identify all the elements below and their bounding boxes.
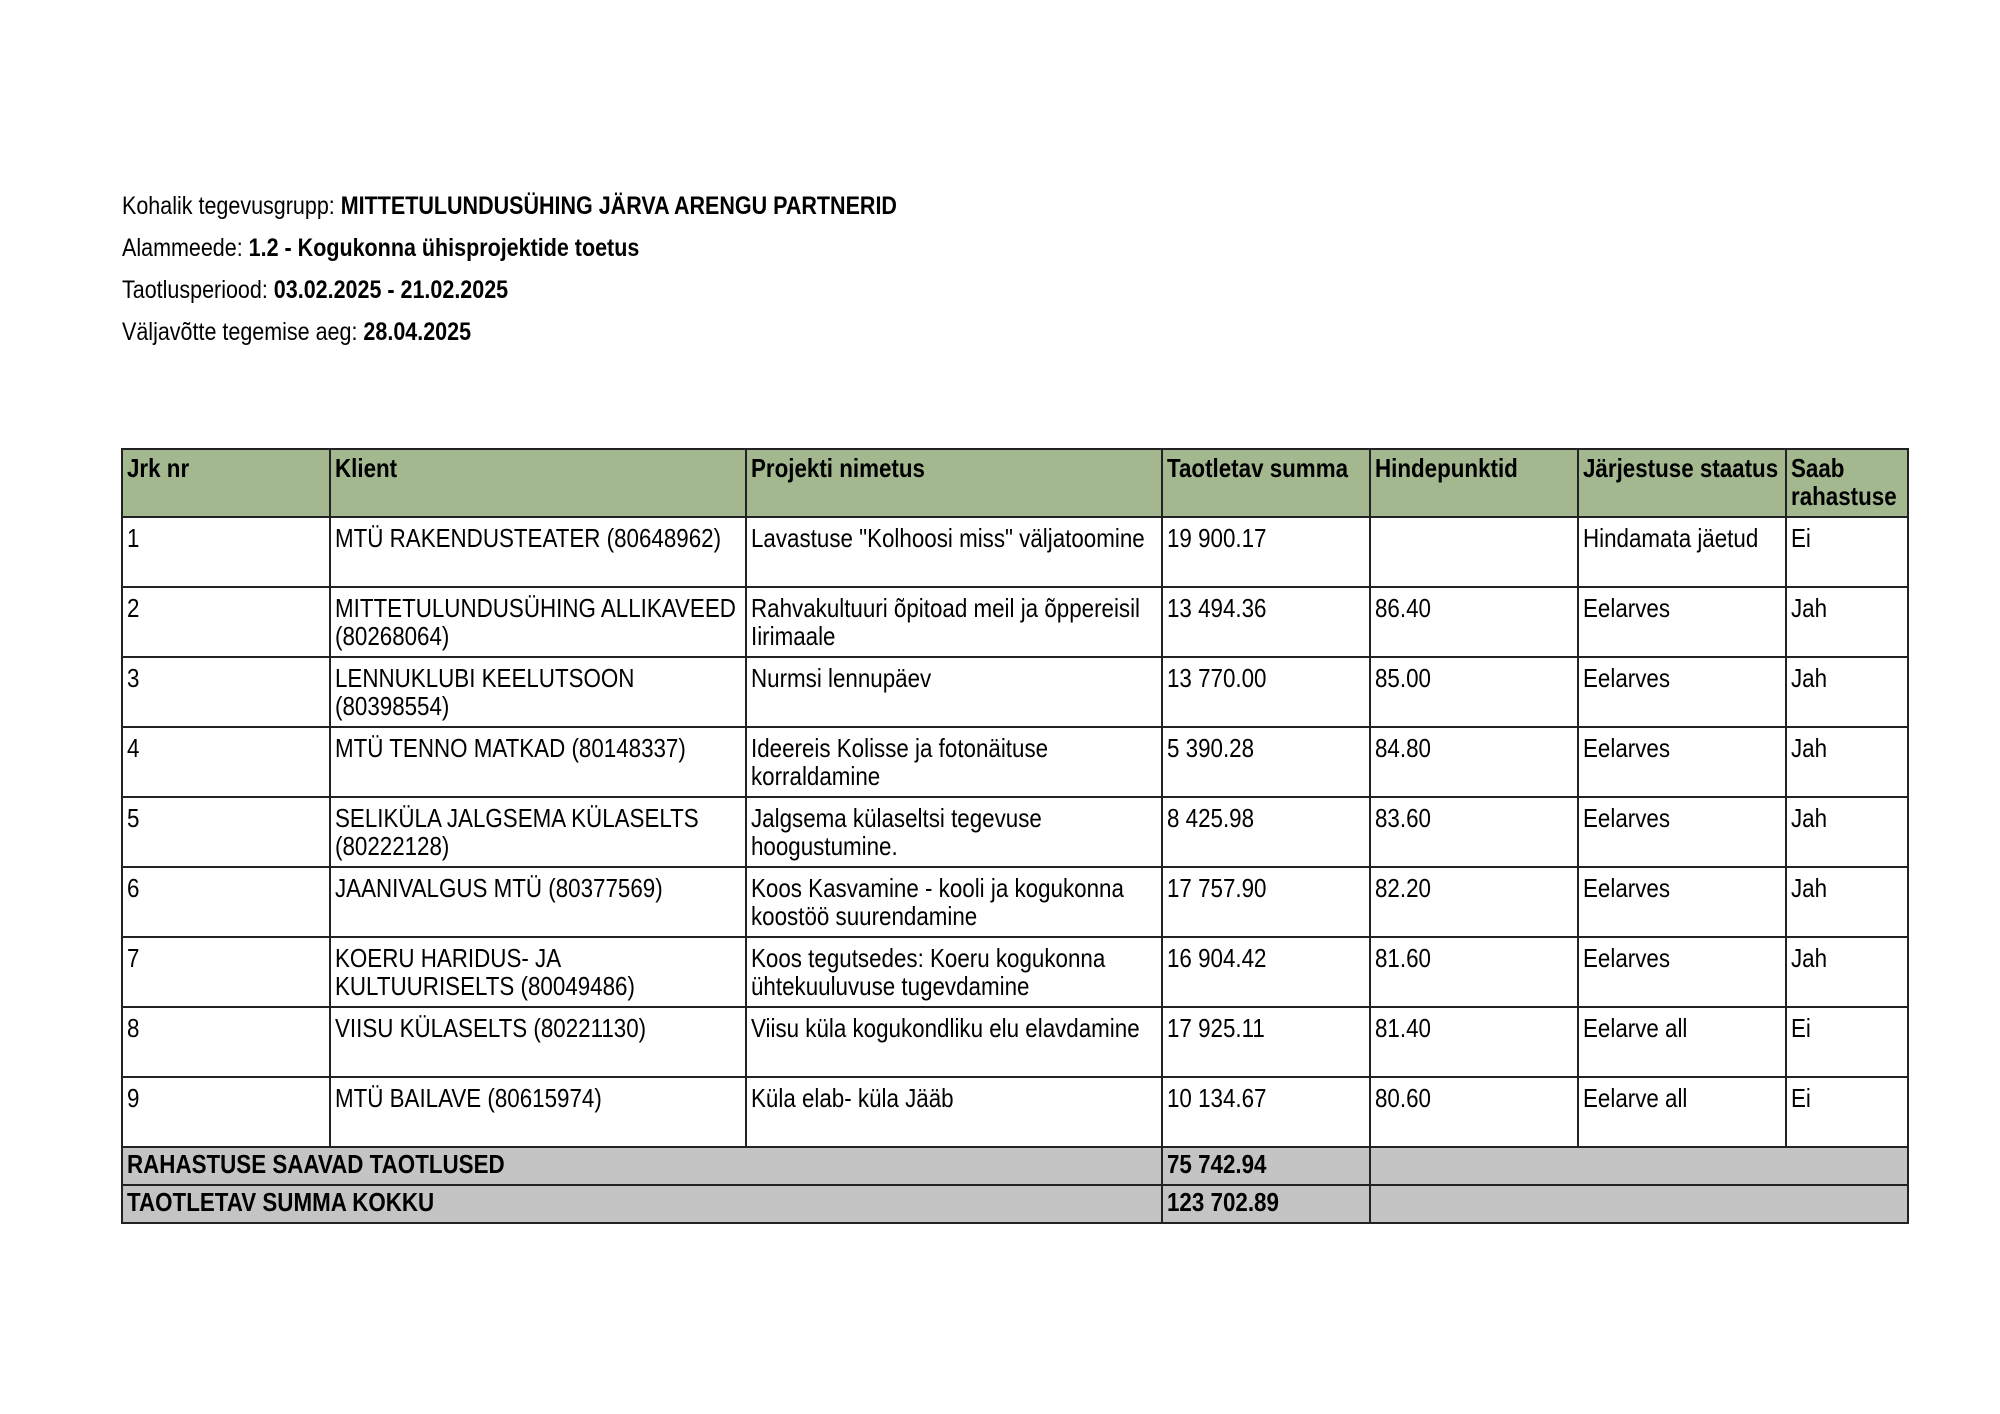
cell-funded: Jah — [1786, 937, 1908, 1007]
cell-project: Ideereis Kolisse ja fotonäituse korraldamine — [746, 727, 1162, 797]
cell-amount: 19 900.17 — [1162, 517, 1370, 587]
cell-nr: 8 — [122, 1007, 330, 1077]
table-row — [122, 1007, 1908, 1077]
column-header-project: Projekti nimetus — [746, 449, 1162, 517]
cell-amount: 13 770.00 — [1162, 657, 1370, 727]
table-row — [122, 867, 1908, 937]
cell-score: 85.00 — [1370, 657, 1578, 727]
cell-funded: Jah — [1786, 587, 1908, 657]
cell-client: VIISU KÜLASELTS (80221130) — [330, 1007, 746, 1077]
cell-client: SELIKÜLA JALGSEMA KÜLASELTS (80222128) — [330, 797, 746, 867]
cell-client: LENNUKLUBI KEELUTSOON (80398554) — [330, 657, 746, 727]
cell-amount: 10 134.67 — [1162, 1077, 1370, 1147]
period-line — [122, 269, 897, 311]
cell-score: 84.80 — [1370, 727, 1578, 797]
extract-time-line — [122, 311, 897, 353]
cell-status: Eelarve all — [1578, 1077, 1786, 1147]
extract-time-label: Väljavõtte tegemise aeg: — [122, 318, 364, 346]
cell-funded: Ei — [1786, 517, 1908, 587]
cell-status: Eelarve all — [1578, 1007, 1786, 1077]
cell-status: Eelarves — [1578, 867, 1786, 937]
cell-score: 82.20 — [1370, 867, 1578, 937]
submeasure-line — [122, 227, 897, 269]
cell-funded: Jah — [1786, 867, 1908, 937]
table-row — [122, 657, 1908, 727]
cell-funded: Ei — [1786, 1077, 1908, 1147]
cell-client: JAANIVALGUS MTÜ (80377569) — [330, 867, 746, 937]
cell-nr: 3 — [122, 657, 330, 727]
cell-funded: Jah — [1786, 797, 1908, 867]
column-header-client: Klient — [330, 449, 746, 517]
cell-client: MITTETULUNDUSÜHING ALLIKAVEED (80268064) — [330, 587, 746, 657]
cell-client: MTÜ RAKENDUSTEATER (80648962) — [330, 517, 746, 587]
cell-status: Eelarves — [1578, 937, 1786, 1007]
cell-status: Eelarves — [1578, 657, 1786, 727]
cell-funded: Jah — [1786, 657, 1908, 727]
cell-nr: 2 — [122, 587, 330, 657]
period-value: 03.02.2025 - 21.02.2025 — [273, 276, 509, 304]
table-row — [122, 587, 1908, 657]
total-label: RAHASTUSE SAAVAD TAOTLUSED — [122, 1147, 1162, 1185]
cell-status: Eelarves — [1578, 727, 1786, 797]
column-header-amount: Taotletav summa — [1162, 449, 1370, 517]
action-group-label: Kohalik tegevusgrupp: — [122, 192, 341, 220]
cell-project: Koos tegutsedes: Koeru kogukonna ühtekuuluvuse tugevdamine — [746, 937, 1162, 1007]
column-header-funded: Saab rahastuse — [1786, 449, 1908, 517]
cell-project: Rahvakultuuri õpitoad meil ja õppereisil Iirimaale — [746, 587, 1162, 657]
table-row — [122, 1077, 1908, 1147]
total-empty — [1370, 1147, 1908, 1185]
cell-nr: 7 — [122, 937, 330, 1007]
cell-score — [1370, 517, 1578, 587]
table-row — [122, 517, 1908, 587]
total-label: TAOTLETAV SUMMA KOKKU — [122, 1185, 1162, 1223]
period-label: Taotlusperiood: — [122, 276, 274, 304]
cell-nr: 6 — [122, 867, 330, 937]
cell-nr: 4 — [122, 727, 330, 797]
applications-table — [121, 448, 1909, 1224]
cell-score: 80.60 — [1370, 1077, 1578, 1147]
cell-project: Jalgsema külaseltsi tegevuse hoogustumine. — [746, 797, 1162, 867]
cell-amount: 8 425.98 — [1162, 797, 1370, 867]
table-row — [122, 937, 1908, 1007]
submeasure-label: Alammeede: — [122, 234, 249, 262]
cell-project: Viisu küla kogukondliku elu elavdamine — [746, 1007, 1162, 1077]
cell-client: MTÜ BAILAVE (80615974) — [330, 1077, 746, 1147]
extract-time-value: 28.04.2025 — [363, 318, 472, 346]
cell-project: Nurmsi lennupäev — [746, 657, 1162, 727]
column-header-status: Järjestuse staatus — [1578, 449, 1786, 517]
cell-client: KOERU HARIDUS- JA KULTUURISELTS (80049486) — [330, 937, 746, 1007]
cell-nr: 9 — [122, 1077, 330, 1147]
cell-nr: 1 — [122, 517, 330, 587]
total-row — [122, 1185, 1908, 1223]
cell-project: Lavastuse "Kolhoosi miss" väljatoomine — [746, 517, 1162, 587]
table-row — [122, 797, 1908, 867]
action-group-value: MITTETULUNDUSÜHING JÄRVA ARENGU PARTNERID — [340, 192, 897, 220]
cell-project: Küla elab- küla Jääb — [746, 1077, 1162, 1147]
submeasure-value: 1.2 - Kogukonna ühisprojektide toetus — [248, 234, 640, 262]
column-header-nr: Jrk nr — [122, 449, 330, 517]
cell-funded: Ei — [1786, 1007, 1908, 1077]
cell-score: 86.40 — [1370, 587, 1578, 657]
cell-nr: 5 — [122, 797, 330, 867]
cell-client: MTÜ TENNO MATKAD (80148337) — [330, 727, 746, 797]
action-group-line — [122, 185, 897, 227]
cell-status: Hindamata jäetud — [1578, 517, 1786, 587]
cell-project: Koos Kasvamine - kooli ja kogukonna koostöö suurendamine — [746, 867, 1162, 937]
cell-funded: Jah — [1786, 727, 1908, 797]
document-header — [122, 185, 1023, 353]
table-header-row — [122, 449, 1908, 517]
table-row — [122, 727, 1908, 797]
cell-amount: 16 904.42 — [1162, 937, 1370, 1007]
cell-score: 81.60 — [1370, 937, 1578, 1007]
cell-score: 81.40 — [1370, 1007, 1578, 1077]
cell-amount: 17 925.11 — [1162, 1007, 1370, 1077]
total-value: 123 702.89 — [1162, 1185, 1370, 1223]
cell-score: 83.60 — [1370, 797, 1578, 867]
cell-amount: 17 757.90 — [1162, 867, 1370, 937]
cell-status: Eelarves — [1578, 797, 1786, 867]
cell-amount: 13 494.36 — [1162, 587, 1370, 657]
total-value: 75 742.94 — [1162, 1147, 1370, 1185]
column-header-score: Hindepunktid — [1370, 449, 1578, 517]
cell-status: Eelarves — [1578, 587, 1786, 657]
total-empty — [1370, 1185, 1908, 1223]
total-row — [122, 1147, 1908, 1185]
cell-amount: 5 390.28 — [1162, 727, 1370, 797]
